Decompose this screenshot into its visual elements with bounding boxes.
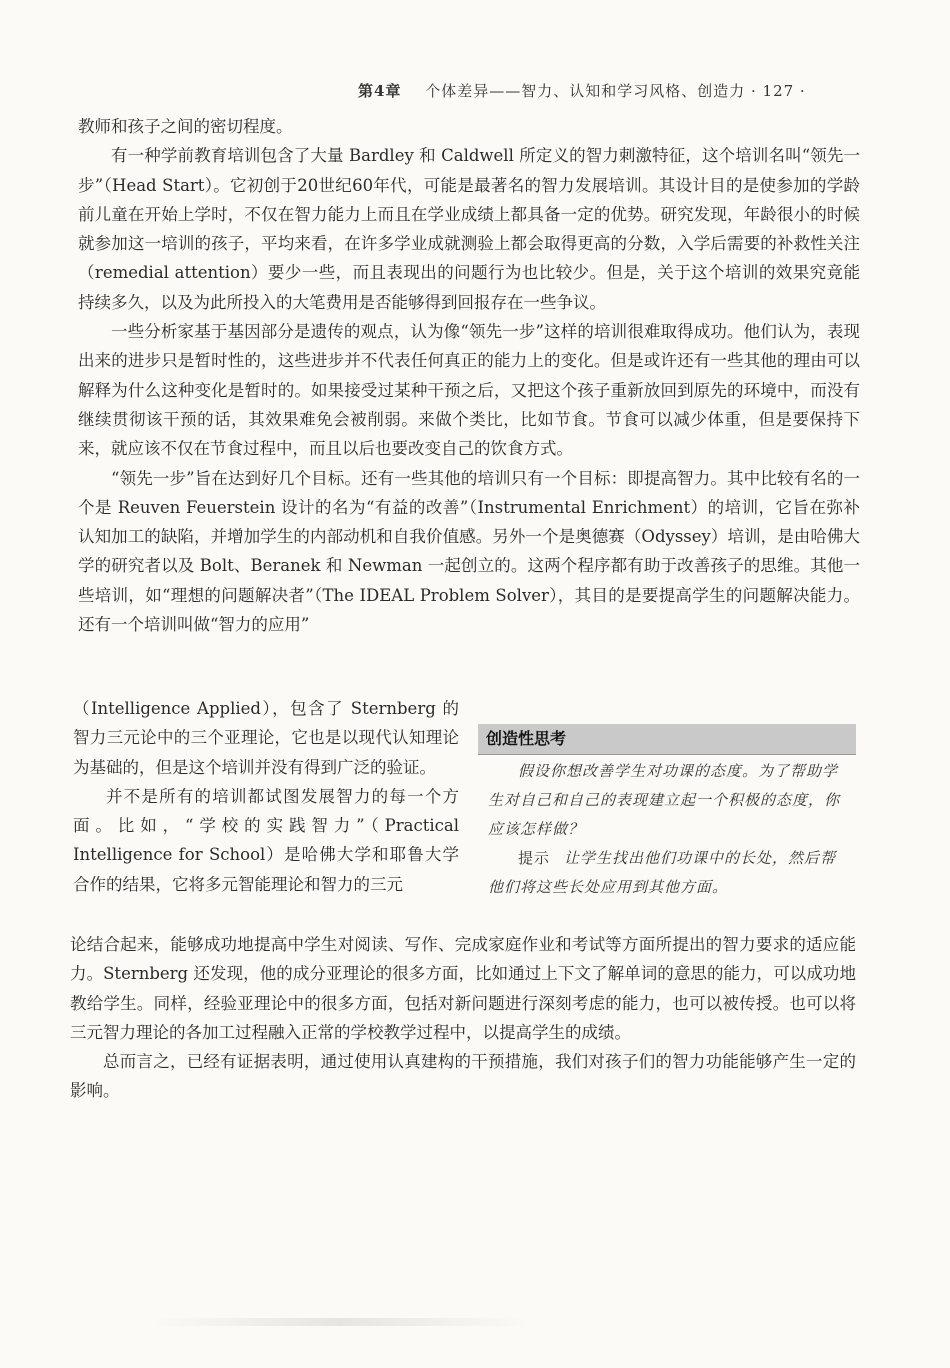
hint-text: 让学生找出他们功课中的长处，然后帮他们将这些长处应用到其他方面。 xyxy=(488,849,837,896)
chapter-number: 第4章 xyxy=(358,82,402,100)
paragraph-head-start: 有一种学前教育培训包含了大量 Bardley 和 Caldwell 所定义的智力刺激特征，这个培训名叫“领先一步”（Head Start）。它初创于20世纪60年代，可能是最著名的智力发展培训。其设计目的是使参加的学龄前儿童在开始上学时，不仅在智力能力上而且在学业成绩上都具备一定的优势。研究发现，年龄很小的时候就参加这一培训的孩子，平均来看，在许多学业成就测验上都会取得更高的分数，入学后需要的补救性关注（remedial attention）要少一些，而且表现出的问题行为也比较少。但是，关于这个培训的效果究竟能持续多久，以及为此所投入的大笔费用是否能够得到回报存在一些争议。 xyxy=(78,146,860,312)
paragraph-intelligence-applied: （Intelligence Applied），包含了 Sternberg 的智力三元论中的三个亚理论，它也是以现代认知理论为基础的，但是这个培训并没有得到广泛的验证。 xyxy=(73,699,459,777)
main-text-narrow-column xyxy=(73,694,459,899)
sidebar-title: 创造性思考 xyxy=(478,724,856,755)
paragraph-analysts: 一些分析家基于基因部分是遗传的观点，认为像“领先一步”这样的培训很难取得成功。他们认为，表现出来的进步只是暂时性的，这些进步并不代表任何真正的能力上的变化。但是或许还有一些其他的理由可以解释为什么这种变化是暂时的。如果接受过某种干预之后，又把这个孩子重新放回到原先的环境中，而没有继续贯彻该干预的话，其效果难免会被削弱。来做个类比，比如节食。节食可以减少体重，但是要保持下来，就应该不仅在节食过程中，而且以后也要改变自己的饮食方式。 xyxy=(78,322,860,459)
creative-thinking-box xyxy=(478,724,856,910)
hint-label: 提示 xyxy=(518,849,551,867)
paragraph-triarchic-continued: 论结合起来，能够成功地提高中学生对阅读、写作、完成家庭作业和考试等方面所提出的智力要求的适应能力。Sternberg 还发现，他的成分亚理论的很多方面，比如通过上下文了解单词的意思的能力，可以成功地教给学生。同样，经验亚理论中的很多方面，包括对新问题进行深刻考虑的能力，也可以被传授。也可以将三元智力理论的各加工过程融入正常的学校教学过程中，以提高学生的成绩。 xyxy=(70,935,856,1042)
paragraph-practical-intelligence: 并不是所有的培训都试图发展智力的每一个方面。比如，“学校的实践智力”（Practical Intelligence for School）是哈佛大学和耶鲁大学合作的结果，它将多元智能理论和智力的三元 xyxy=(73,786,459,894)
main-text-upper xyxy=(78,112,860,639)
sidebar-question: 假设你想改善学生对功课的态度。为了帮助学生对自己和自己的表现建立起一个积极的态度，你应该怎样做？ xyxy=(488,762,841,838)
chapter-title: 个体差异——智力、认知和学习风格、创造力 · 127 · xyxy=(425,82,806,100)
main-text-lower xyxy=(70,930,856,1106)
paragraph-continued: 教师和孩子之间的密切程度。 xyxy=(78,117,293,136)
sidebar-hint xyxy=(488,844,846,902)
paragraph-programs: “领先一步”旨在达到好几个目标。还有一些其他的培训只有一个目标：即提高智力。其中比较有名的一个是 Reuven Feuerstein 设计的名为“有益的改善”（Instrumental Enrichment）的培训，它旨在弥补认知加工的缺陷，并增加学生的内部动机和自我价值感。另外一个是奥德赛（Odyssey）培训，是由哈佛大学的研究者以及 Bolt、Beranek 和 Newman 一起创立的。这两个程序都有助于改善孩子的思维。其他一些培训，如“理想的问题解决者”（The IDEAL Problem Solver），其目的是要提高学生的问题解决能力。还有一个培训叫做“智力的应用” xyxy=(78,468,860,635)
sidebar-body xyxy=(478,755,856,902)
scan-artifact xyxy=(150,1318,530,1326)
running-header xyxy=(358,80,858,101)
paragraph-conclusion: 总而言之，已经有证据表明，通过使用认真建构的干预措施，我们对孩子们的智力功能能够产生一定的影响。 xyxy=(70,1052,856,1101)
